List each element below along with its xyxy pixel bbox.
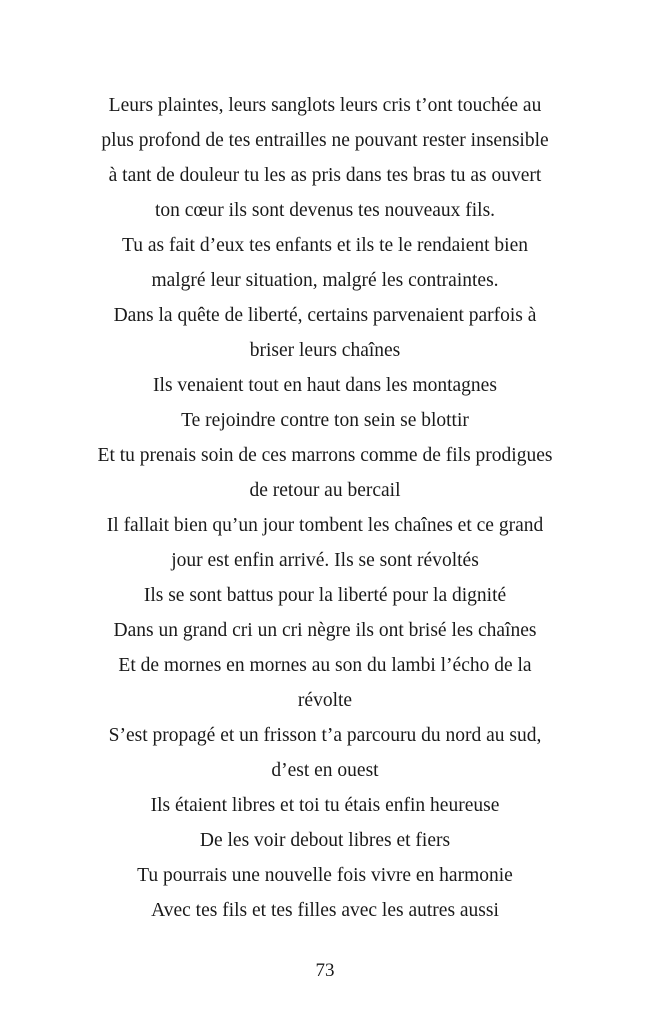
poem-line: Et de mornes en mornes au son du lambi l’écho de la <box>118 655 532 676</box>
poem-line: Avec tes fils et tes filles avec les autres aussi <box>151 900 499 921</box>
poem-line: Ils étaient libres et toi tu étais enfin heureuse <box>150 795 500 816</box>
poem-line: Te rejoindre contre ton sein se blottir <box>181 410 469 431</box>
poem-line: Tu pourrais une nouvelle fois vivre en harmonie <box>137 865 513 886</box>
poem-line: De les voir debout libres et fiers <box>199 830 451 851</box>
poem-line: plus profond de tes entrailles ne pouvant rester insensible <box>101 130 549 151</box>
page-number: 73 <box>315 960 335 981</box>
poem-line: Il fallait bien qu’un jour tombent les chaînes et ce grand <box>106 515 544 536</box>
poem-line: à tant de douleur tu les as pris dans tes bras tu as ouvert <box>108 165 542 186</box>
poem-text <box>40 88 610 928</box>
poem-line: Tu as fait d’eux tes enfants et ils te le rendaient bien <box>122 235 528 256</box>
poem-line: malgré leur situation, malgré les contraintes. <box>151 270 499 291</box>
poem-line: Dans la quête de liberté, certains parvenaient parfois à <box>113 305 537 326</box>
poem-line: de retour au bercail <box>249 480 401 501</box>
poem-line: jour est enfin arrivé. Ils se sont révoltés <box>171 550 479 571</box>
poem-line: révolte <box>297 690 353 711</box>
poem-line: Dans un grand cri un cri nègre ils ont brisé les chaînes <box>113 620 537 641</box>
poem-line: Ils venaient tout en haut dans les montagnes <box>153 375 497 396</box>
poem-line: Ils se sont battus pour la liberté pour la dignité <box>143 585 507 606</box>
poem-line: ton cœur ils sont devenus tes nouveaux fils. <box>154 200 496 221</box>
poem-line: briser leurs chaînes <box>249 340 401 361</box>
poem-line: Et tu prenais soin de ces marrons comme de fils prodigues <box>97 445 553 466</box>
poem-line: d’est en ouest <box>271 760 379 781</box>
poem-line: Leurs plaintes, leurs sanglots leurs cris t’ont touchée au <box>108 95 542 116</box>
poem-line: S’est propagé et un frisson t’a parcouru du nord au sud, <box>108 725 542 746</box>
